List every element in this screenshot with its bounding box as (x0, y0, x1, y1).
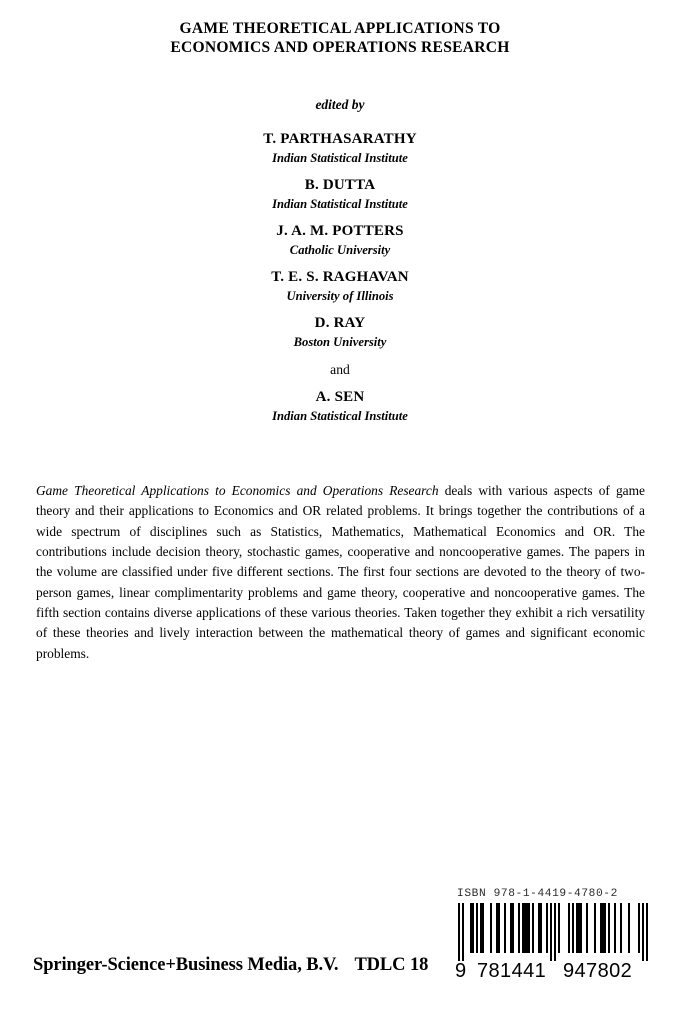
barcode-bar (504, 903, 506, 953)
barcode-bar (572, 903, 574, 953)
editor-entry (0, 176, 680, 213)
publisher-name: Springer-Science+Business Media, B.V. (33, 955, 339, 975)
editor-entry (0, 222, 680, 259)
editor-name: B. DUTTA (304, 177, 376, 193)
barcode-bar (608, 903, 610, 953)
editor-name: T. PARTHASARATHY (263, 131, 417, 147)
editor-conjunction: and (330, 362, 350, 377)
barcode-bar (642, 903, 644, 961)
editor-affiliation: Catholic University (289, 243, 391, 257)
book-description (36, 481, 645, 664)
barcode-bar (628, 903, 630, 953)
barcode-bar (586, 903, 588, 953)
barcode-bar (576, 903, 582, 953)
barcode-bar (594, 903, 596, 953)
barcode-bar (550, 903, 552, 961)
editor-name: D. RAY (314, 315, 366, 331)
barcode-bar (620, 903, 622, 953)
editor-name: T. E. S. RAGHAVAN (271, 269, 409, 285)
editor-affiliation: Indian Statistical Institute (272, 409, 408, 423)
barcode-bar (458, 903, 460, 961)
barcode-bar (532, 903, 534, 953)
barcode-bar (510, 903, 514, 953)
barcode-bar (546, 903, 548, 953)
barcode-bar (476, 903, 478, 953)
barcode-bar (490, 903, 492, 953)
barcode-bar (600, 903, 606, 953)
barcode-bar (568, 903, 570, 953)
ean-right-group: 947802 (563, 960, 633, 982)
ean-digits (455, 960, 651, 982)
description-book-title: Game Theoretical Applications to Economics and Operations Research (36, 483, 439, 498)
barcode-bars-graphic (458, 903, 648, 961)
barcode-bar (518, 903, 520, 953)
ean-left-group: 781441 (477, 960, 547, 982)
barcode-bar (638, 903, 640, 953)
title-line-1: GAME THEORETICAL APPLICATIONS TO (179, 20, 501, 37)
editor-name: J. A. M. POTTERS (276, 223, 404, 239)
isbn-barcode (455, 888, 651, 982)
description-body: deals with various aspects of game theory and their applications to Economics and OR related problems. It brings together the contributions of a wide spectrum of disciplines such as Statistics, Mathematics, Mathematical Economics and OR. The contributions include decision theory, stochastic games, cooperative and noncooperative games. The papers in the volume are classified under five different sections. The first four sections are devoted to the theory of two-person games, linear complimentarity problems and game theory, cooperative and noncooperative games. The fifth section contains diverse applications of these various theories. Taken together they exhibit a rich versatility of these theories and lively interaction between the mathematical theory of games and significant economic problems. (36, 483, 645, 661)
book-title (0, 19, 680, 57)
editor-list (0, 130, 680, 434)
edited-by-label: edited by (315, 97, 365, 112)
isbn-label: ISBN 978-1-4419-4780-2 (457, 888, 618, 900)
barcode-bar (646, 903, 648, 961)
barcode-bar (554, 903, 556, 961)
title-line-2: ECONOMICS AND OPERATIONS RESEARCH (170, 39, 510, 56)
editor-name: A. SEN (315, 389, 365, 405)
publisher-line (33, 955, 428, 976)
barcode-bar (538, 903, 542, 953)
barcode-bar (496, 903, 500, 953)
editor-affiliation: Indian Statistical Institute (272, 151, 408, 165)
barcode-bar (614, 903, 616, 953)
editor-affiliation: Indian Statistical Institute (272, 197, 408, 211)
barcode-bar (522, 903, 530, 953)
series-code: TDLC 18 (354, 955, 429, 975)
editor-affiliation: Boston University (293, 335, 387, 349)
editor-entry (0, 388, 680, 425)
editor-entry (0, 314, 680, 351)
editor-entry (0, 130, 680, 167)
ean-lead-digit: 9 (455, 960, 467, 982)
barcode-bar (462, 903, 464, 961)
editor-entry (0, 268, 680, 305)
barcode-bar (480, 903, 484, 953)
editor-affiliation: University of Illinois (286, 289, 394, 303)
barcode-bar (558, 903, 560, 953)
barcode-bar (470, 903, 474, 953)
